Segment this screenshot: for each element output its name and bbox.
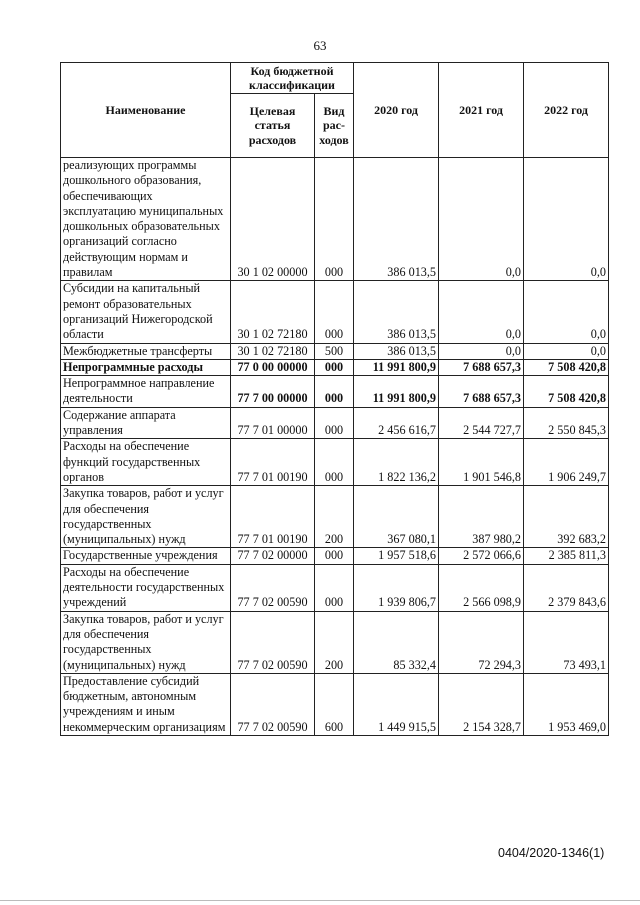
row-type: 200 — [315, 611, 354, 673]
table-row — [61, 407, 609, 439]
header-2022: 2022 год — [524, 63, 609, 158]
row-2021: 0,0 — [439, 281, 524, 343]
row-type: 000 — [315, 281, 354, 343]
row-2022: 0,0 — [524, 343, 609, 359]
row-type: 500 — [315, 343, 354, 359]
table-row — [61, 439, 609, 486]
row-name: Межбюджетные трансферты — [61, 343, 231, 359]
row-code: 77 7 01 00000 — [231, 407, 315, 439]
row-2021: 2 544 727,7 — [439, 407, 524, 439]
row-2022: 392 683,2 — [524, 486, 609, 548]
row-name: Предоставление субсидий бюджетным, автономным учреждениям и иным некоммерческим организациям — [61, 673, 231, 735]
row-name: Расходы на обеспечение функций государственных органов — [61, 439, 231, 486]
row-2021: 2 566 098,9 — [439, 564, 524, 611]
row-2021: 387 980,2 — [439, 486, 524, 548]
row-type: 000 — [315, 376, 354, 408]
table-row — [61, 564, 609, 611]
row-code: 77 7 02 00590 — [231, 673, 315, 735]
row-2020: 386 013,5 — [354, 343, 439, 359]
row-2022: 73 493,1 — [524, 611, 609, 673]
row-type: 000 — [315, 359, 354, 375]
table-row — [61, 548, 609, 564]
row-2020: 1 939 806,7 — [354, 564, 439, 611]
row-2022: 0,0 — [524, 281, 609, 343]
row-code: 77 0 00 00000 — [231, 359, 315, 375]
row-code: 77 7 02 00590 — [231, 564, 315, 611]
scan-edge-line — [0, 900, 640, 901]
row-2022: 1 906 249,7 — [524, 439, 609, 486]
row-type: 000 — [315, 407, 354, 439]
table-row — [61, 376, 609, 408]
row-2022: 2 385 811,3 — [524, 548, 609, 564]
header-name: Наименование — [61, 63, 231, 158]
row-2021: 72 294,3 — [439, 611, 524, 673]
row-2022: 1 953 469,0 — [524, 673, 609, 735]
row-2020: 11 991 800,9 — [354, 376, 439, 408]
table-row — [61, 611, 609, 673]
row-2020: 11 991 800,9 — [354, 359, 439, 375]
header-2020: 2020 год — [354, 63, 439, 158]
row-2020: 386 013,5 — [354, 158, 439, 281]
row-2021: 2 154 328,7 — [439, 673, 524, 735]
row-code: 77 7 00 00000 — [231, 376, 315, 408]
row-2021: 7 688 657,3 — [439, 359, 524, 375]
table-row — [61, 673, 609, 735]
row-code: 77 7 02 00000 — [231, 548, 315, 564]
table-row — [61, 158, 609, 281]
row-code: 30 1 02 72180 — [231, 343, 315, 359]
row-name: Закупка товаров, работ и услуг для обеспечения государственных (муниципальных) нужд — [61, 611, 231, 673]
row-2022: 2 379 843,6 — [524, 564, 609, 611]
row-name: Закупка товаров, работ и услуг для обеспечения государственных (муниципальных) нужд — [61, 486, 231, 548]
row-type: 200 — [315, 486, 354, 548]
row-2022: 2 550 845,3 — [524, 407, 609, 439]
header-budget-classification: Код бюджетной классификации — [231, 63, 354, 94]
row-2021: 1 901 546,8 — [439, 439, 524, 486]
row-code: 77 7 01 00190 — [231, 486, 315, 548]
header-2021: 2021 год — [439, 63, 524, 158]
row-name: реализующих программы дошкольного образования, обеспечивающих эксплуатацию муниципальных дошкольных образовательных организаций согласно действующим нормам и правилам — [61, 158, 231, 281]
row-2021: 2 572 066,6 — [439, 548, 524, 564]
row-name: Государственные учреждения — [61, 548, 231, 564]
document-code: 0404/2020-1346(1) — [498, 846, 605, 860]
row-type: 000 — [315, 548, 354, 564]
row-2020: 1 449 915,5 — [354, 673, 439, 735]
row-2022: 7 508 420,8 — [524, 359, 609, 375]
row-name: Непрограммное направление деятельности — [61, 376, 231, 408]
row-2020: 1 957 518,6 — [354, 548, 439, 564]
table-row — [61, 486, 609, 548]
table-row — [61, 281, 609, 343]
row-code: 77 7 01 00190 — [231, 439, 315, 486]
row-type: 000 — [315, 564, 354, 611]
row-type: 000 — [315, 158, 354, 281]
row-2020: 1 822 136,2 — [354, 439, 439, 486]
row-code: 30 1 02 00000 — [231, 158, 315, 281]
table-row — [61, 343, 609, 359]
row-2021: 0,0 — [439, 158, 524, 281]
row-code: 77 7 02 00590 — [231, 611, 315, 673]
row-type: 000 — [315, 439, 354, 486]
row-2021: 0,0 — [439, 343, 524, 359]
row-name: Непрограммные расходы — [61, 359, 231, 375]
row-type: 600 — [315, 673, 354, 735]
row-2020: 386 013,5 — [354, 281, 439, 343]
page-number: 63 — [313, 38, 327, 53]
row-2022: 0,0 — [524, 158, 609, 281]
row-2020: 2 456 616,7 — [354, 407, 439, 439]
row-name: Содержание аппарата управления — [61, 407, 231, 439]
row-name: Субсидии на капитальный ремонт образовательных организаций Нижегородской области — [61, 281, 231, 343]
header-target-article: Целевая статья расходов — [231, 94, 315, 158]
header-expense-type: Вид рас- ходов — [315, 94, 354, 158]
budget-table — [60, 62, 609, 736]
row-2022: 7 508 420,8 — [524, 376, 609, 408]
row-2020: 85 332,4 — [354, 611, 439, 673]
row-2021: 7 688 657,3 — [439, 376, 524, 408]
row-2020: 367 080,1 — [354, 486, 439, 548]
row-code: 30 1 02 72180 — [231, 281, 315, 343]
row-name: Расходы на обеспечение деятельности государственных учреждений — [61, 564, 231, 611]
table-row — [61, 359, 609, 375]
